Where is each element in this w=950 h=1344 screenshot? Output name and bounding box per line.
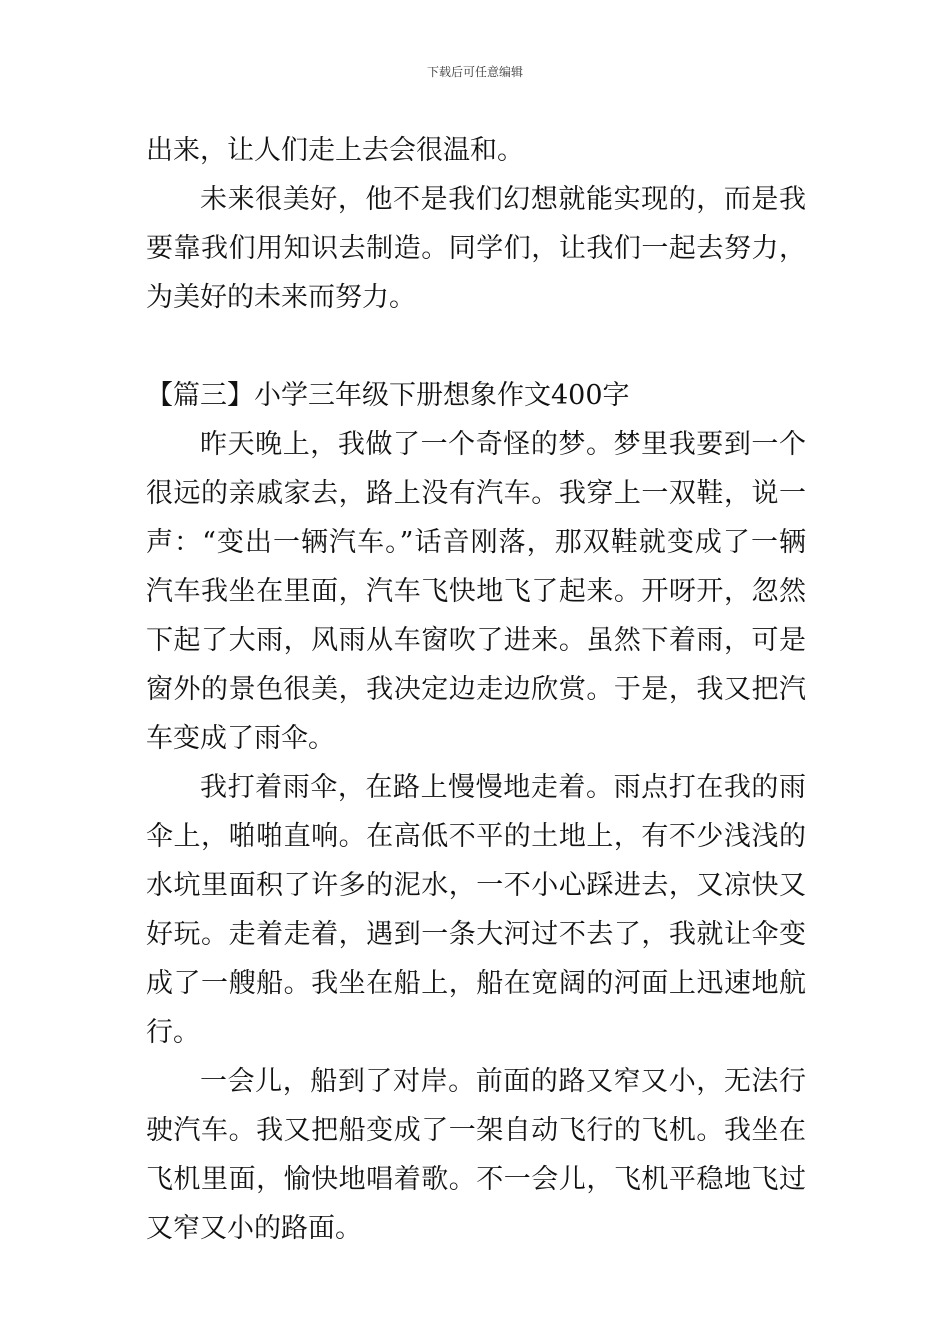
section-title: 【篇三】小学三年级下册想象作文400字: [146, 380, 630, 411]
document-body: [146, 126, 806, 1253]
section-paragraph: 我打着雨伞，在路上慢慢地走着。雨点打在我的雨伞上，啪啪直响。在高低不平的土地上，有不少浅浅的水坑里面积了许多的泥水，一不小心踩进去，又凉快又好玩。走着走着，遇到一条大河过不去了，我就让伞变成了一艘船。我坐在船上，船在宽阔的河面上迅速地航行。: [146, 772, 806, 1048]
paragraph: 未来很美好，他不是我们幻想就能实现的，而是我要靠我们用知识去制造。同学们，让我们一起去努力，为美好的未来而努力。: [146, 184, 806, 313]
paragraph-spacer: [146, 322, 806, 371]
header-note: 下载后可任意编辑: [426, 65, 523, 79]
section-paragraph: 昨天晚上，我做了一个奇怪的梦。梦里我要到一个很远的亲戚家去，路上没有汽车。我穿上一双鞋，说一声：“变出一辆汽车。”话音刚落，那双鞋就变成了一辆汽车我坐在里面，汽车飞快地飞了起来。开呀开，忽然下起了大雨，风雨从车窗吹了进来。虽然下着雨，可是窗外的景色很美，我决定边走边欣赏。于是，我又把汽车变成了雨伞。: [146, 429, 806, 754]
paragraph-continued: 出来，让人们走上去会很温和。: [146, 135, 524, 166]
section-paragraph: 一会儿，船到了对岸。前面的路又窄又小，无法行驶汽车。我又把船变成了一架自动飞行的飞机。我坐在飞机里面，愉快地唱着歌。不一会儿，飞机平稳地飞过又窄又小的路面。: [146, 1066, 806, 1244]
